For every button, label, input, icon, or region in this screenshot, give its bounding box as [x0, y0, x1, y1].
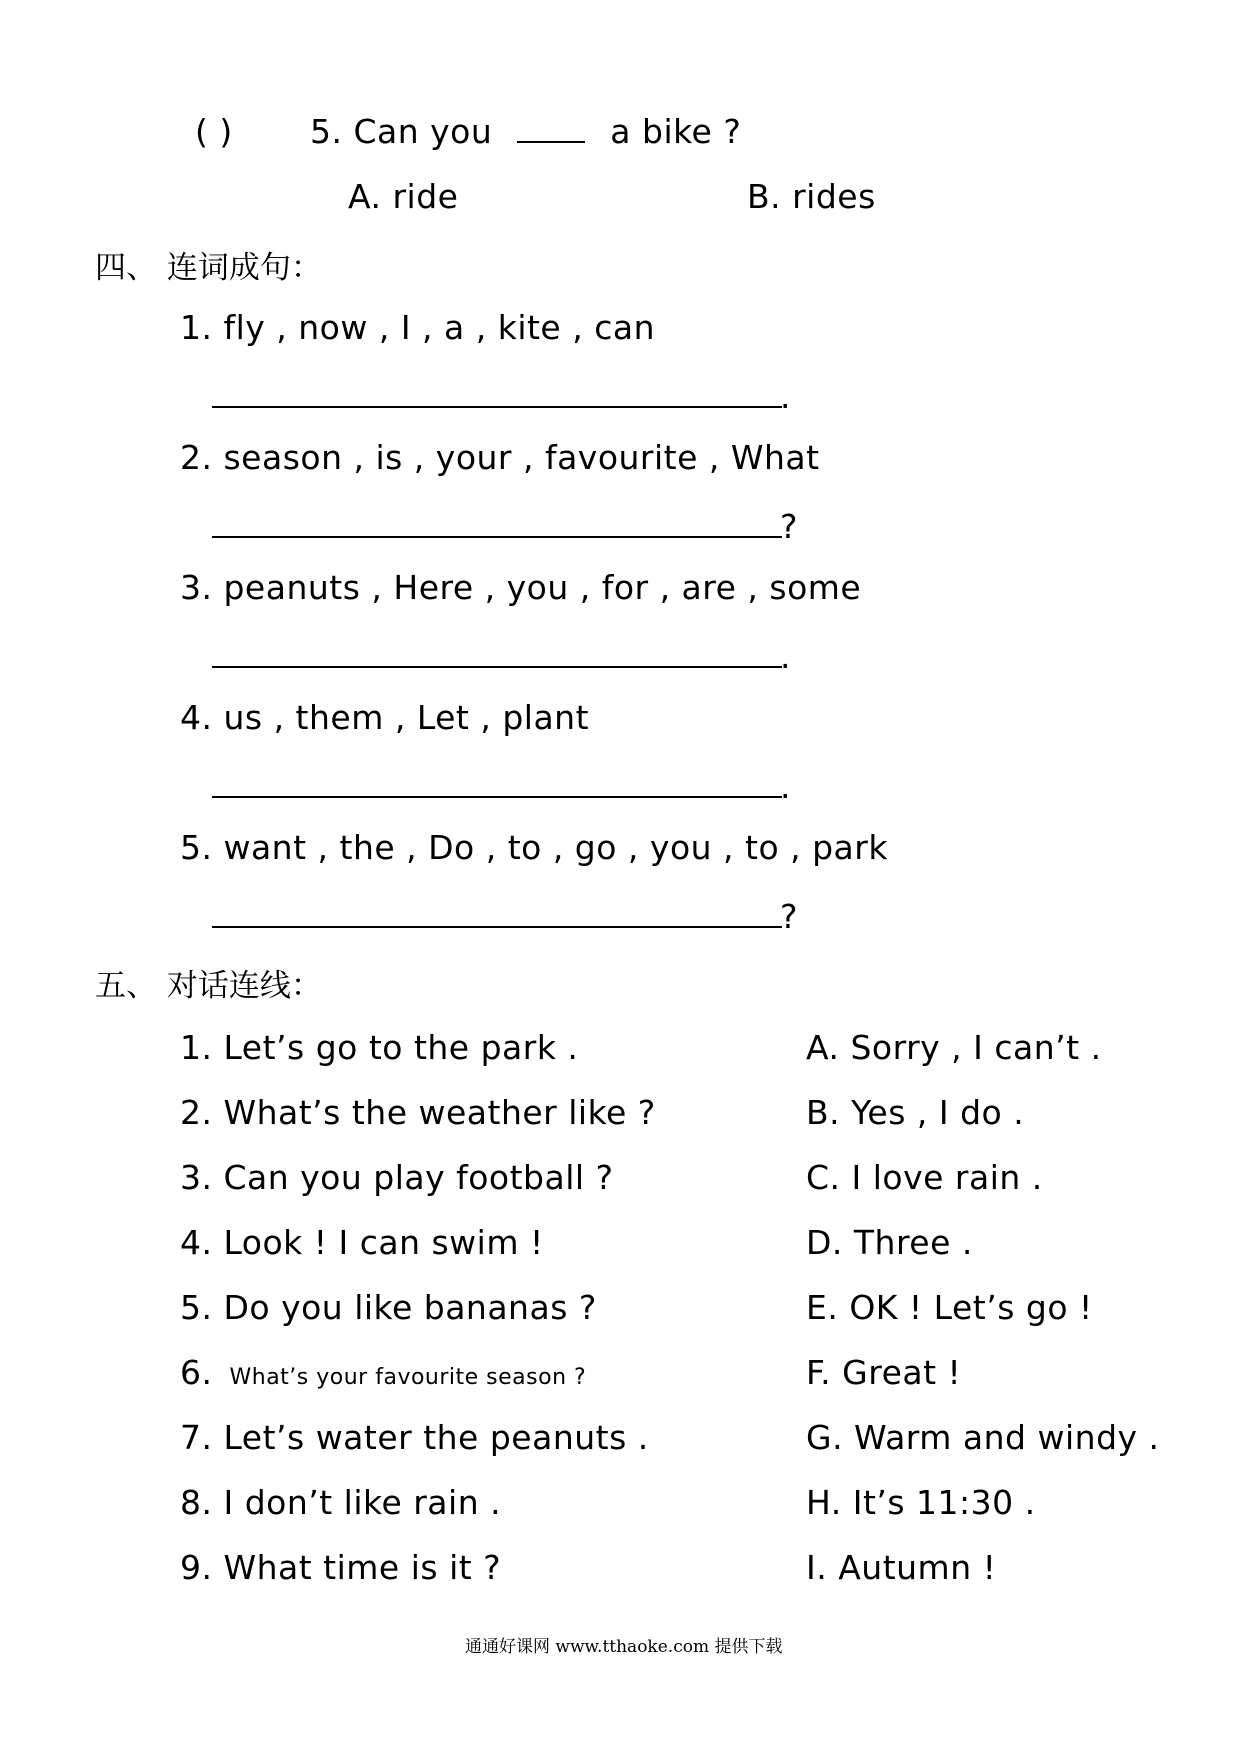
dialog-right-b: B. Yes , I do . — [806, 1093, 1025, 1132]
option-b: B. rides — [747, 177, 876, 216]
dialog-left-3: 3. Can you play football ? — [180, 1158, 614, 1197]
dialog-right-e: E. OK ! Let’s go ! — [806, 1288, 1093, 1327]
dialog-right-h: H. It’s 11:30 . — [806, 1483, 1036, 1522]
question-5 — [310, 112, 741, 151]
question-5-after: a bike ? — [610, 112, 742, 151]
dialog-left-2: 2. What’s the weather like ? — [180, 1093, 656, 1132]
dialog-left-8: 8. I don’t like rain . — [180, 1483, 502, 1522]
section5-title: 五、 对话连线： — [95, 968, 322, 1004]
dialog-left-5: 5. Do you like bananas ? — [180, 1288, 597, 1327]
question-5-before: 5. Can you — [310, 112, 493, 151]
dialog-left-4: 4. Look ! I can swim ! — [180, 1223, 544, 1262]
answer-line-4[interactable] — [212, 796, 782, 798]
dialog-right-a: A. Sorry , I can’t . — [806, 1028, 1102, 1067]
answer-end-2: ? — [780, 507, 799, 546]
dialog-left-6-text: What’s your favourite season ? — [229, 1365, 587, 1390]
dialog-right-c: C. I love rain . — [806, 1158, 1043, 1197]
sentence-prompt-2: 2. season , is , your , favourite , What — [180, 438, 820, 477]
answer-end-3: . — [780, 637, 791, 676]
sentence-prompt-1: 1. fly , now , I , a , kite , can — [180, 308, 655, 347]
dialog-right-f: F. Great ! — [806, 1353, 962, 1392]
answer-paren: ( ) — [195, 112, 233, 151]
answer-end-4: . — [780, 767, 791, 806]
answer-end-5: ? — [780, 897, 799, 936]
sentence-prompt-5: 5. want , the , Do , to , go , you , to , park — [180, 828, 888, 867]
dialog-right-i: I. Autumn ! — [806, 1548, 997, 1587]
answer-line-1[interactable] — [212, 406, 782, 408]
answer-line-3[interactable] — [212, 666, 782, 668]
dialog-left-6 — [180, 1353, 586, 1392]
option-a: A. ride — [348, 177, 459, 216]
dialog-left-7: 7. Let’s water the peanuts . — [180, 1418, 649, 1457]
sentence-prompt-3: 3. peanuts , Here , you , for , are , some — [180, 568, 862, 607]
dialog-right-g: G. Warm and windy . — [806, 1418, 1160, 1457]
dialog-left-9: 9. What time is it ? — [180, 1548, 502, 1587]
answer-end-1: . — [780, 377, 791, 416]
question-5-blank[interactable] — [517, 141, 585, 143]
dialog-right-d: D. Three . — [806, 1223, 973, 1262]
answer-line-5[interactable] — [212, 926, 782, 928]
dialog-left-1: 1. Let’s go to the park . — [180, 1028, 579, 1067]
sentence-prompt-4: 4. us , them , Let , plant — [180, 698, 590, 737]
dialog-left-6-number: 6. — [180, 1353, 213, 1392]
section4-title: 四、 连词成句： — [95, 250, 322, 286]
answer-line-2[interactable] — [212, 536, 782, 538]
footer-text: 通通好课网 www.tthaoke.com 提供下载 — [465, 1637, 783, 1657]
